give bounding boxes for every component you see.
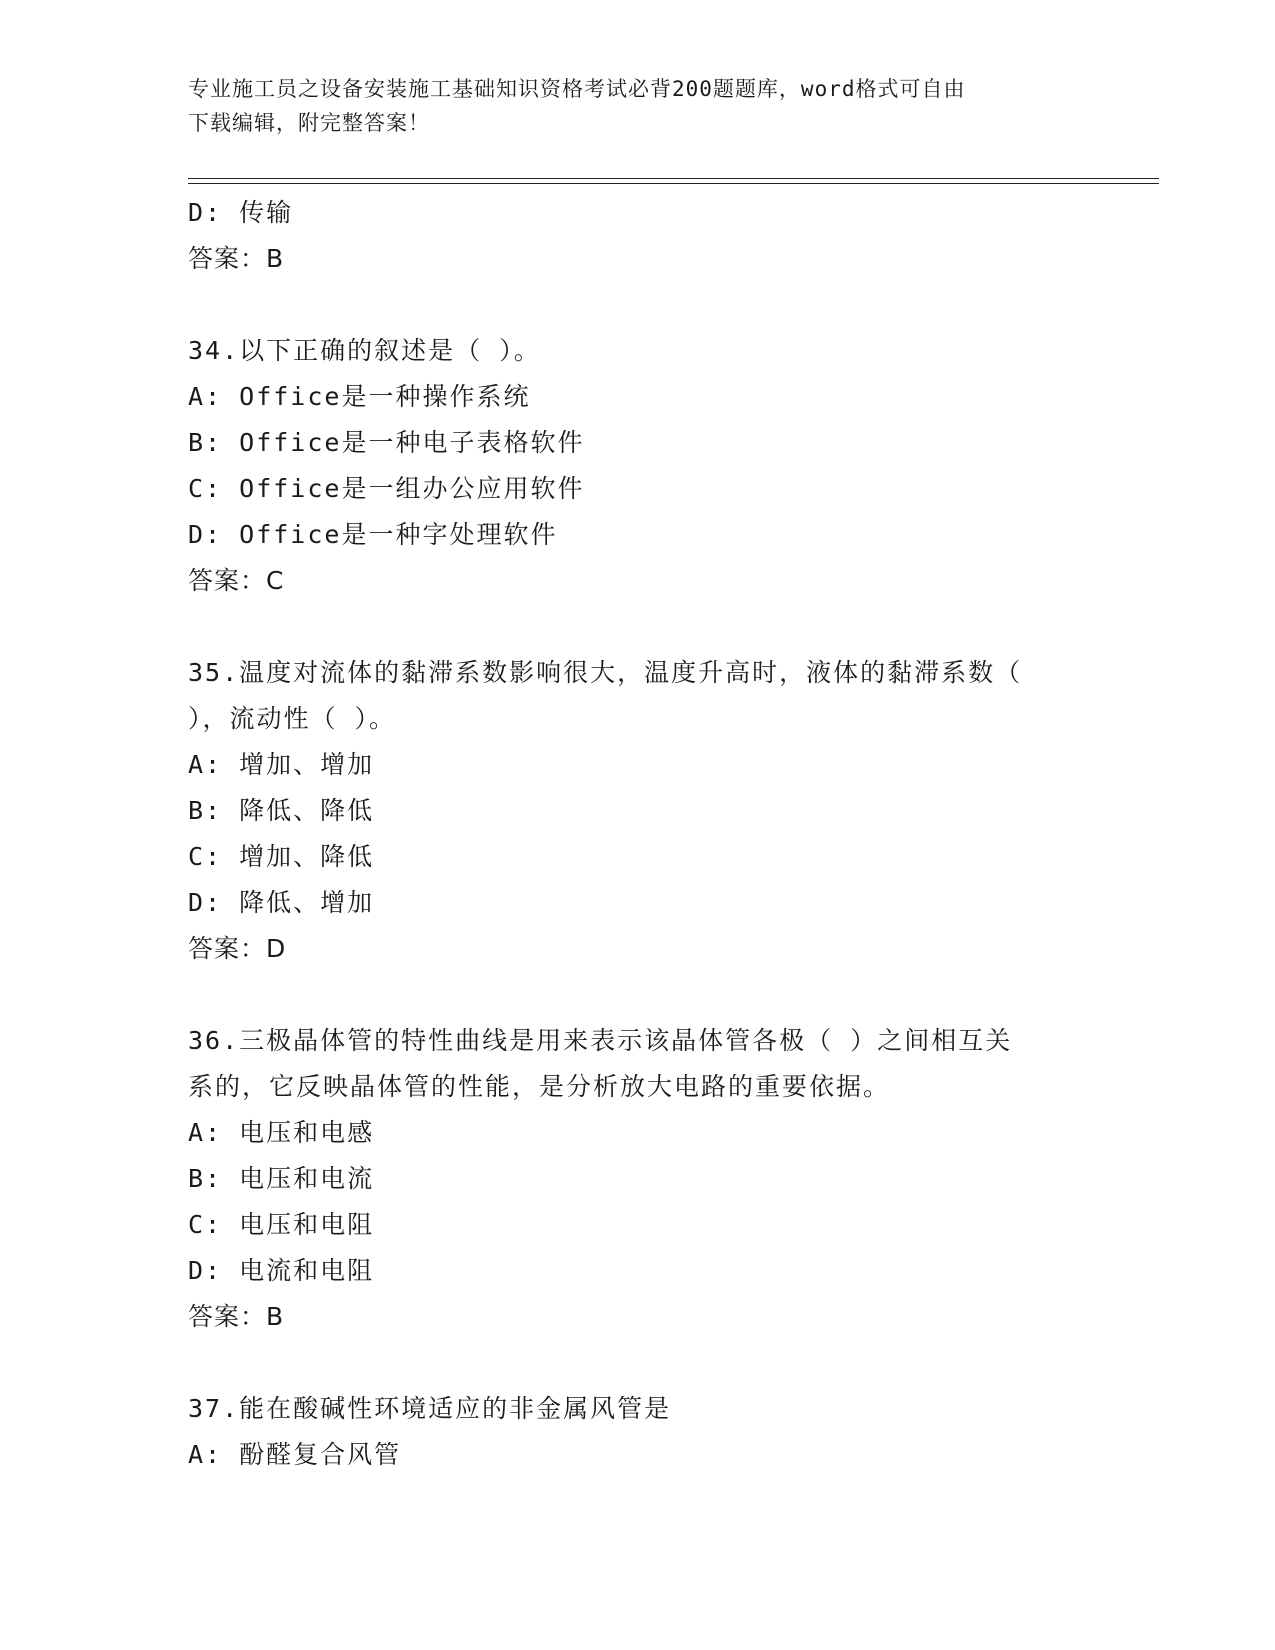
question-34-option-a: A: Office是一种操作系统	[188, 382, 531, 411]
question-35-answer: 答案：D	[188, 934, 287, 963]
document-header	[188, 72, 1088, 140]
question-34-option-b: B: Office是一种电子表格软件	[188, 428, 585, 457]
question-36-option-b: B: 电压和电流	[188, 1164, 375, 1193]
question-36-answer: 答案：B	[188, 1302, 285, 1331]
question-34-option-d: D: Office是一种字处理软件	[188, 520, 558, 549]
question-37-stem: 37.能在酸碱性环境适应的非金属风管是	[188, 1394, 672, 1423]
question-35-option-c: C: 增加、降低	[188, 842, 375, 871]
question-list	[188, 190, 1088, 1478]
spacer	[188, 604, 1088, 650]
spacer	[188, 282, 1088, 328]
question-33-answer: 答案：B	[188, 244, 285, 273]
question-33-option-d: D: 传输	[188, 198, 294, 227]
question-36-stem-line-1: 36.三极晶体管的特性曲线是用来表示该晶体管各极（ ）之间相互关	[188, 1026, 1013, 1055]
question-35-option-a: A: 增加、增加	[188, 750, 375, 779]
question-35-option-d: D: 降低、增加	[188, 888, 375, 917]
question-36-option-c: C: 电压和电阻	[188, 1210, 375, 1239]
spacer	[188, 1340, 1088, 1386]
header-line-2: 下载编辑，附完整答案！	[188, 111, 430, 135]
question-34-stem: 34.以下正确的叙述是（ ）。	[188, 336, 541, 365]
question-35-option-b: B: 降低、降低	[188, 796, 375, 825]
question-37-option-a: A: 酚醛复合风管	[188, 1440, 402, 1469]
header-divider-bottom	[188, 183, 1159, 184]
question-34-option-c: C: Office是一组办公应用软件	[188, 474, 585, 503]
question-35-stem-line-1: 35.温度对流体的黏滞系数影响很大，温度升高时，液体的黏滞系数（	[188, 658, 1023, 687]
question-35-stem-line-2: ），流动性（ ）。	[188, 704, 397, 733]
header-line-1: 专业施工员之设备安装施工基础知识资格考试必背200题题库，word格式可自由	[188, 77, 966, 101]
question-34-answer: 答案：C	[188, 566, 285, 595]
question-36-stem-line-2: 系的，它反映晶体管的性能，是分析放大电路的重要依据。	[188, 1072, 891, 1101]
header-divider-top	[188, 178, 1159, 179]
spacer	[188, 972, 1088, 1018]
question-36-option-a: A: 电压和电感	[188, 1118, 375, 1147]
question-36-option-d: D: 电流和电阻	[188, 1256, 375, 1285]
